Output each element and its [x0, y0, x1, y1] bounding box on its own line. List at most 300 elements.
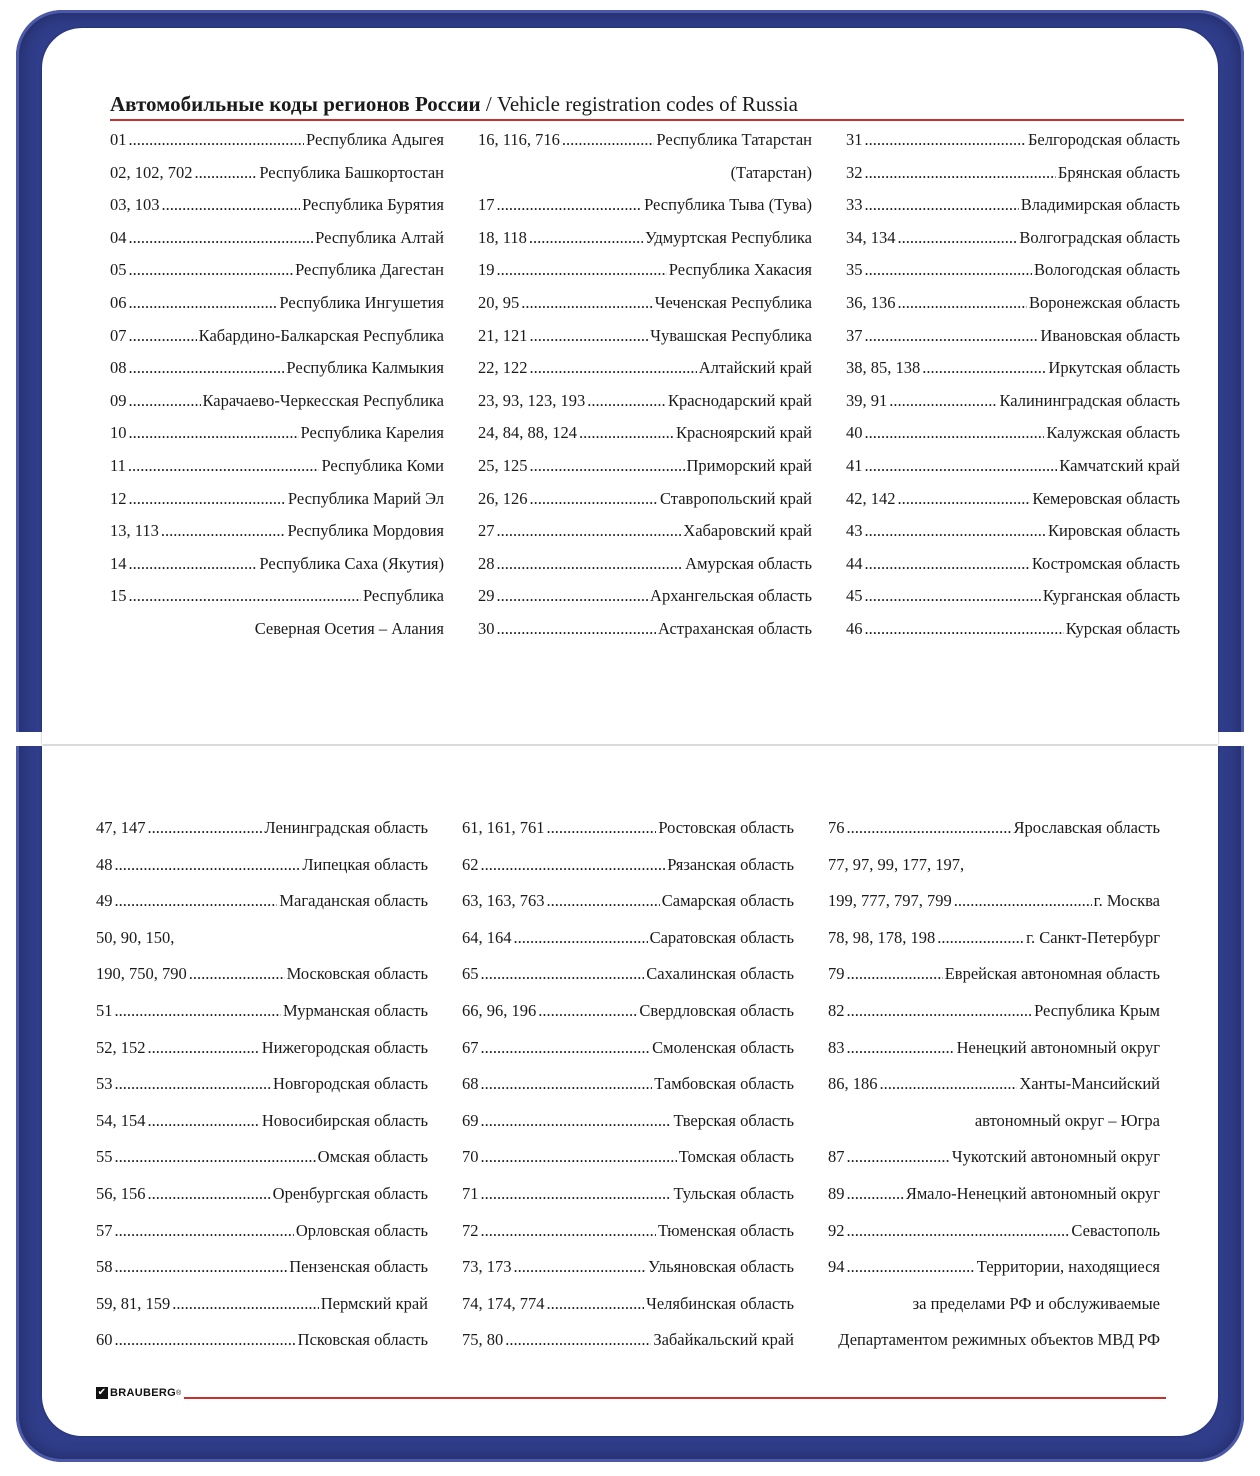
dot-leader [847, 1221, 1070, 1241]
region-row [462, 1330, 794, 1367]
region-name: Пензенская область [289, 1257, 428, 1277]
region-code: 89 [828, 1183, 845, 1203]
dot-leader [898, 489, 1031, 509]
region-row [96, 964, 428, 1001]
region-name: Республика Крым [1034, 1000, 1160, 1020]
dot-leader [529, 228, 643, 248]
dot-leader [865, 195, 1019, 215]
region-code: 20, 95 [478, 292, 520, 312]
region-name: Московская область [286, 964, 428, 984]
dot-leader [497, 195, 643, 215]
region-row [462, 928, 794, 965]
region-name: Сахалинская область [646, 964, 794, 984]
region-row-continuation [828, 1330, 1160, 1367]
region-name: Воронежская область [1029, 292, 1180, 312]
region-code: 61, 161, 761 [462, 818, 545, 837]
region-code: 64, 164 [462, 927, 512, 947]
region-code: 70 [462, 1147, 479, 1167]
region-row [478, 260, 812, 293]
dot-leader [129, 554, 258, 574]
region-name: Омская область [317, 1147, 428, 1167]
region-row [828, 928, 1160, 965]
region-code: 18, 118 [478, 227, 527, 247]
dot-leader [481, 964, 645, 984]
region-code: 16, 116, 716 [478, 130, 560, 149]
region-name: Брянская область [1057, 162, 1180, 182]
region-row [846, 326, 1180, 359]
region-code: 71 [462, 1183, 479, 1203]
region-code: 40 [846, 423, 863, 443]
dot-leader [865, 521, 1046, 541]
dot-leader [865, 163, 1056, 183]
region-name: Псковская область [297, 1330, 428, 1350]
dot-leader [865, 130, 1026, 150]
dot-leader [514, 1257, 647, 1277]
region-code: 74, 174, 774 [462, 1293, 545, 1313]
dot-leader [937, 928, 1024, 948]
region-name: Тюменская область [658, 1220, 794, 1240]
region-row [828, 1147, 1160, 1184]
region-name: Свердловская область [639, 1000, 794, 1020]
dot-leader [115, 1147, 316, 1167]
region-code: 21, 121 [478, 325, 528, 345]
region-name: Ярославская область [1013, 818, 1160, 837]
region-code: 54, 154 [96, 1110, 146, 1130]
region-code: 53 [96, 1074, 113, 1094]
region-name: Рязанская область [667, 854, 794, 874]
region-row [846, 456, 1180, 489]
region-row [96, 1111, 428, 1148]
region-name: Ставропольский край [660, 488, 812, 508]
region-row [828, 1221, 1160, 1258]
region-name: Калужская область [1046, 423, 1180, 443]
region-code: 04 [110, 227, 127, 247]
region-name: Ленинградская область [264, 818, 428, 837]
region-row [462, 1184, 794, 1221]
region-name: Вологодская область [1033, 260, 1180, 280]
dot-leader [481, 1147, 677, 1167]
region-code: 68 [462, 1074, 479, 1094]
dot-leader [865, 456, 1058, 476]
region-name: Нижегородская область [261, 1037, 428, 1057]
region-name: Тверская область [673, 1110, 794, 1130]
region-name: Курганская область [1042, 586, 1180, 606]
region-row [846, 521, 1180, 554]
region-name: Новгородская область [273, 1074, 428, 1094]
region-name: Республика [362, 586, 444, 606]
dot-leader [115, 1074, 272, 1094]
region-code: 56, 156 [96, 1183, 146, 1203]
region-code: 03, 103 [110, 195, 160, 215]
region-name: Севастополь [1071, 1220, 1160, 1240]
dot-leader [497, 260, 667, 280]
region-row [846, 489, 1180, 522]
region-code: 35 [846, 260, 863, 280]
region-column-bottom-3 [828, 818, 1160, 1367]
region-name: Республика Алтай [315, 227, 444, 247]
region-name: Красноярский край [675, 423, 812, 443]
dot-leader [865, 554, 1030, 574]
dot-leader [538, 1001, 637, 1021]
region-code: 12 [110, 488, 127, 508]
region-row [110, 130, 444, 163]
dot-leader [530, 358, 697, 378]
region-name: Территории, находящиеся [976, 1257, 1160, 1277]
region-code: 38, 85, 138 [846, 358, 921, 378]
region-code: 78, 98, 178, 198 [828, 927, 936, 947]
region-column-top-1 [110, 130, 444, 652]
region-code: 19 [478, 260, 495, 280]
region-name: Орловская область [295, 1220, 428, 1240]
region-code: 42, 142 [846, 488, 896, 508]
brand-registered: ® [175, 1389, 182, 1397]
region-code: 36, 136 [846, 292, 896, 312]
region-code: 14 [110, 553, 127, 573]
dot-leader [847, 1038, 955, 1058]
region-row [478, 554, 812, 587]
region-name: Смоленская область [652, 1037, 794, 1057]
region-code: 72 [462, 1220, 479, 1240]
dot-leader [530, 456, 685, 476]
dot-leader [161, 521, 286, 541]
dot-leader [847, 1257, 975, 1277]
region-column-bottom-1 [96, 818, 428, 1367]
region-code: 60 [96, 1330, 113, 1350]
region-code: 33 [846, 195, 863, 215]
region-name: Республика Мордовия [287, 521, 444, 541]
region-row [478, 586, 812, 619]
dot-leader [129, 228, 314, 248]
region-row [478, 358, 812, 391]
region-name: Забайкальский край [653, 1330, 794, 1350]
region-code: 87 [828, 1147, 845, 1167]
region-name: Республика Ингушетия [279, 292, 444, 312]
dot-leader [115, 1221, 294, 1241]
region-row [462, 1147, 794, 1184]
dot-leader [481, 1184, 672, 1204]
region-row [110, 195, 444, 228]
region-name: Республика Адыгея [305, 130, 444, 149]
region-code: 15 [110, 586, 127, 606]
dot-leader [481, 1074, 653, 1094]
region-row [462, 1001, 794, 1038]
dot-leader [481, 1038, 651, 1058]
dot-leader [115, 1257, 288, 1277]
brand-check-icon: ✔ [97, 1387, 107, 1398]
region-code: 11 [110, 455, 126, 475]
region-name: Республика Татарстан [656, 130, 812, 149]
dot-leader [497, 521, 682, 541]
brand-logo [96, 1387, 181, 1399]
region-row [828, 891, 1160, 928]
region-code: 67 [462, 1037, 479, 1057]
region-name: Курская область [1065, 618, 1180, 638]
dot-leader [195, 163, 258, 183]
region-name: Мурманская область [283, 1000, 428, 1020]
region-column-top-2 [478, 130, 812, 652]
dot-leader [497, 586, 649, 606]
region-row-continuation [478, 163, 812, 196]
region-row [110, 489, 444, 522]
region-code: 52, 152 [96, 1037, 146, 1057]
region-name: Костромская область [1031, 553, 1180, 573]
region-column-top-3 [846, 130, 1180, 652]
region-name: Ханты-Мансийский [1019, 1074, 1160, 1094]
region-row [96, 1257, 428, 1294]
region-name: Калининградская область [999, 390, 1180, 410]
region-row [462, 855, 794, 892]
region-name: Ивановская область [1040, 325, 1180, 345]
dot-leader [129, 489, 286, 509]
dot-leader [162, 195, 301, 215]
dot-leader [481, 1111, 672, 1131]
region-continuation-text: Департаментом режимных объектов МВД РФ [838, 1330, 1160, 1350]
region-code: 37 [846, 325, 863, 345]
region-name: Архангельская область [650, 586, 812, 606]
region-row [462, 1038, 794, 1075]
region-code: 44 [846, 553, 863, 573]
region-name: Самарская область [661, 891, 794, 911]
region-row [828, 964, 1160, 1001]
region-code: 05 [110, 260, 127, 280]
region-code: 46 [846, 618, 863, 638]
region-row [478, 293, 812, 326]
region-column-bottom-2 [462, 818, 794, 1367]
dot-leader [880, 1074, 1018, 1094]
dot-leader [562, 130, 655, 150]
region-name: Чеченская Республика [654, 292, 812, 312]
region-code: 55 [96, 1147, 113, 1167]
region-name: г. Санкт-Петербург [1026, 927, 1160, 947]
region-name: Ненецкий автономный округ [956, 1037, 1160, 1057]
dot-leader [847, 818, 1012, 838]
region-name: г. Москва [1093, 891, 1160, 911]
dot-leader [115, 891, 278, 911]
region-name: Республика Дагестан [295, 260, 444, 280]
region-name: Республика Саха (Якутия) [259, 553, 444, 573]
title-rule [110, 119, 1184, 121]
dot-leader [497, 554, 684, 574]
region-code: 48 [96, 854, 113, 874]
dot-leader [847, 1184, 904, 1204]
region-code: 02, 102, 702 [110, 162, 193, 182]
dot-leader [129, 130, 304, 150]
region-row [846, 130, 1180, 163]
region-row [110, 293, 444, 326]
region-name: Ямало-Ненецкий автономный округ [905, 1183, 1160, 1203]
region-code: 47, 147 [96, 818, 146, 837]
region-name: Республика Башкортостан [259, 162, 444, 182]
region-code: 73, 173 [462, 1257, 512, 1277]
region-row [110, 423, 444, 456]
region-name: Карачаево-Черкесская Республика [202, 390, 444, 410]
region-name: Саратовская область [649, 927, 794, 947]
region-row [96, 1294, 428, 1331]
region-row [828, 1184, 1160, 1221]
region-row [478, 391, 812, 424]
region-row-continuation [828, 1111, 1160, 1148]
dot-leader [865, 586, 1041, 606]
dot-leader [847, 964, 943, 984]
region-code: 27 [478, 521, 495, 541]
region-row [828, 1038, 1160, 1075]
region-name: Томская область [678, 1147, 794, 1167]
region-name: Камчатский край [1059, 455, 1180, 475]
region-row [846, 260, 1180, 293]
dot-leader [115, 1330, 296, 1350]
region-code: 66, 96, 196 [462, 1000, 537, 1020]
region-name: Челябинская область [646, 1293, 794, 1313]
region-row-continuation [828, 855, 1160, 892]
region-continuation-text: Северная Осетия – Алания [254, 618, 444, 638]
region-code: 08 [110, 358, 127, 378]
region-code: 29 [478, 586, 495, 606]
dot-leader [481, 855, 666, 875]
dot-leader [898, 228, 1018, 248]
dot-leader [530, 326, 649, 346]
region-name: Удмуртская Республика [644, 227, 812, 247]
dot-leader [129, 260, 294, 280]
region-name: Иркутская область [1048, 358, 1180, 378]
dot-leader [547, 1294, 645, 1314]
dot-leader [129, 391, 201, 411]
region-row [478, 423, 812, 456]
region-code: 22, 122 [478, 358, 528, 378]
region-code: 75, 80 [462, 1330, 504, 1350]
region-name: Ульяновская область [648, 1257, 794, 1277]
region-name: Владимирская область [1020, 195, 1180, 215]
region-row [110, 228, 444, 261]
title-ru: Автомобильные коды регионов России [110, 92, 481, 116]
region-name: Краснодарский край [667, 390, 812, 410]
dot-leader [148, 1038, 260, 1058]
region-name: Республика Бурятия [302, 195, 444, 215]
region-name: Республика Калмыкия [286, 358, 444, 378]
region-name: Республика Тыва (Тува) [644, 195, 812, 215]
region-name: Республика Коми [321, 455, 444, 475]
region-row [96, 1038, 428, 1075]
region-name: Приморский край [686, 455, 812, 475]
dot-leader [865, 423, 1045, 443]
region-code: 57 [96, 1220, 113, 1240]
region-row [462, 818, 794, 855]
region-continuation-text: за пределами РФ и обслуживаемые [912, 1293, 1160, 1313]
dot-leader [579, 423, 674, 443]
region-code: 41 [846, 455, 863, 475]
region-row-continuation [828, 1294, 1160, 1331]
region-row [846, 163, 1180, 196]
dot-leader [129, 423, 299, 443]
region-code: 79 [828, 964, 845, 984]
region-row [96, 1001, 428, 1038]
region-continuation-text: 77, 97, 99, 177, 197, [828, 854, 965, 874]
region-row [96, 1330, 428, 1367]
dot-leader [954, 891, 1092, 911]
region-row [110, 163, 444, 196]
region-row [462, 891, 794, 928]
dot-leader [547, 891, 660, 911]
region-code: 17 [478, 195, 495, 215]
region-name: Чувашская Республика [650, 325, 812, 345]
region-row [462, 1257, 794, 1294]
region-row [478, 195, 812, 228]
region-row [478, 521, 812, 554]
region-code: 30 [478, 618, 495, 638]
dot-leader [172, 1294, 319, 1314]
dot-leader [189, 964, 285, 984]
region-row [110, 521, 444, 554]
region-code: 26, 126 [478, 488, 528, 508]
region-code: 62 [462, 854, 479, 874]
dot-leader [148, 1184, 271, 1204]
dot-leader [922, 358, 1046, 378]
region-code: 07 [110, 325, 127, 345]
region-row-continuation [96, 928, 428, 965]
region-code: 59, 81, 159 [96, 1293, 171, 1313]
region-row [110, 456, 444, 489]
region-row [96, 1074, 428, 1111]
dot-leader [889, 391, 997, 411]
region-code: 32 [846, 162, 863, 182]
region-code: 76 [828, 818, 845, 837]
region-name: Еврейская автономная область [944, 964, 1160, 984]
region-code: 43 [846, 521, 863, 541]
dot-leader [847, 1001, 1033, 1021]
region-code: 06 [110, 292, 127, 312]
region-name: Волгоградская область [1019, 227, 1180, 247]
region-row [846, 554, 1180, 587]
region-row [478, 489, 812, 522]
region-row-continuation [110, 619, 444, 652]
dot-leader [530, 489, 659, 509]
region-name: Амурская область [685, 553, 812, 573]
region-row [96, 891, 428, 928]
region-name: Алтайский край [698, 358, 812, 378]
region-name: Кабардино-Балкарская Республика [198, 325, 444, 345]
region-row [478, 456, 812, 489]
region-row [96, 855, 428, 892]
region-code: 28 [478, 553, 495, 573]
region-code: 51 [96, 1000, 113, 1020]
region-name: Тамбовская область [654, 1074, 794, 1094]
region-row [462, 1294, 794, 1331]
region-row [828, 1074, 1160, 1111]
dot-leader [865, 260, 1032, 280]
dot-leader [148, 1111, 260, 1131]
region-code: 39, 91 [846, 390, 888, 410]
region-name: Республика Карелия [300, 423, 444, 443]
dot-leader [898, 293, 1028, 313]
region-name: Астраханская область [658, 618, 812, 638]
region-code: 63, 163, 763 [462, 891, 545, 911]
region-row [96, 1184, 428, 1221]
dot-leader [129, 586, 361, 606]
dot-leader [148, 818, 263, 838]
dot-leader [847, 1147, 950, 1167]
region-continuation-text: автономный округ – Югра [974, 1110, 1160, 1130]
dot-leader [128, 456, 320, 476]
brand-name: BRAUBERG [110, 1387, 176, 1399]
footer [96, 1385, 1166, 1405]
region-row [462, 964, 794, 1001]
region-name: Пермский край [320, 1293, 428, 1313]
dot-leader [547, 818, 657, 838]
region-code: 69 [462, 1110, 479, 1130]
region-code: 82 [828, 1000, 845, 1020]
region-row [462, 1111, 794, 1148]
region-name: Чукотский автономный округ [951, 1147, 1160, 1167]
region-row [846, 293, 1180, 326]
